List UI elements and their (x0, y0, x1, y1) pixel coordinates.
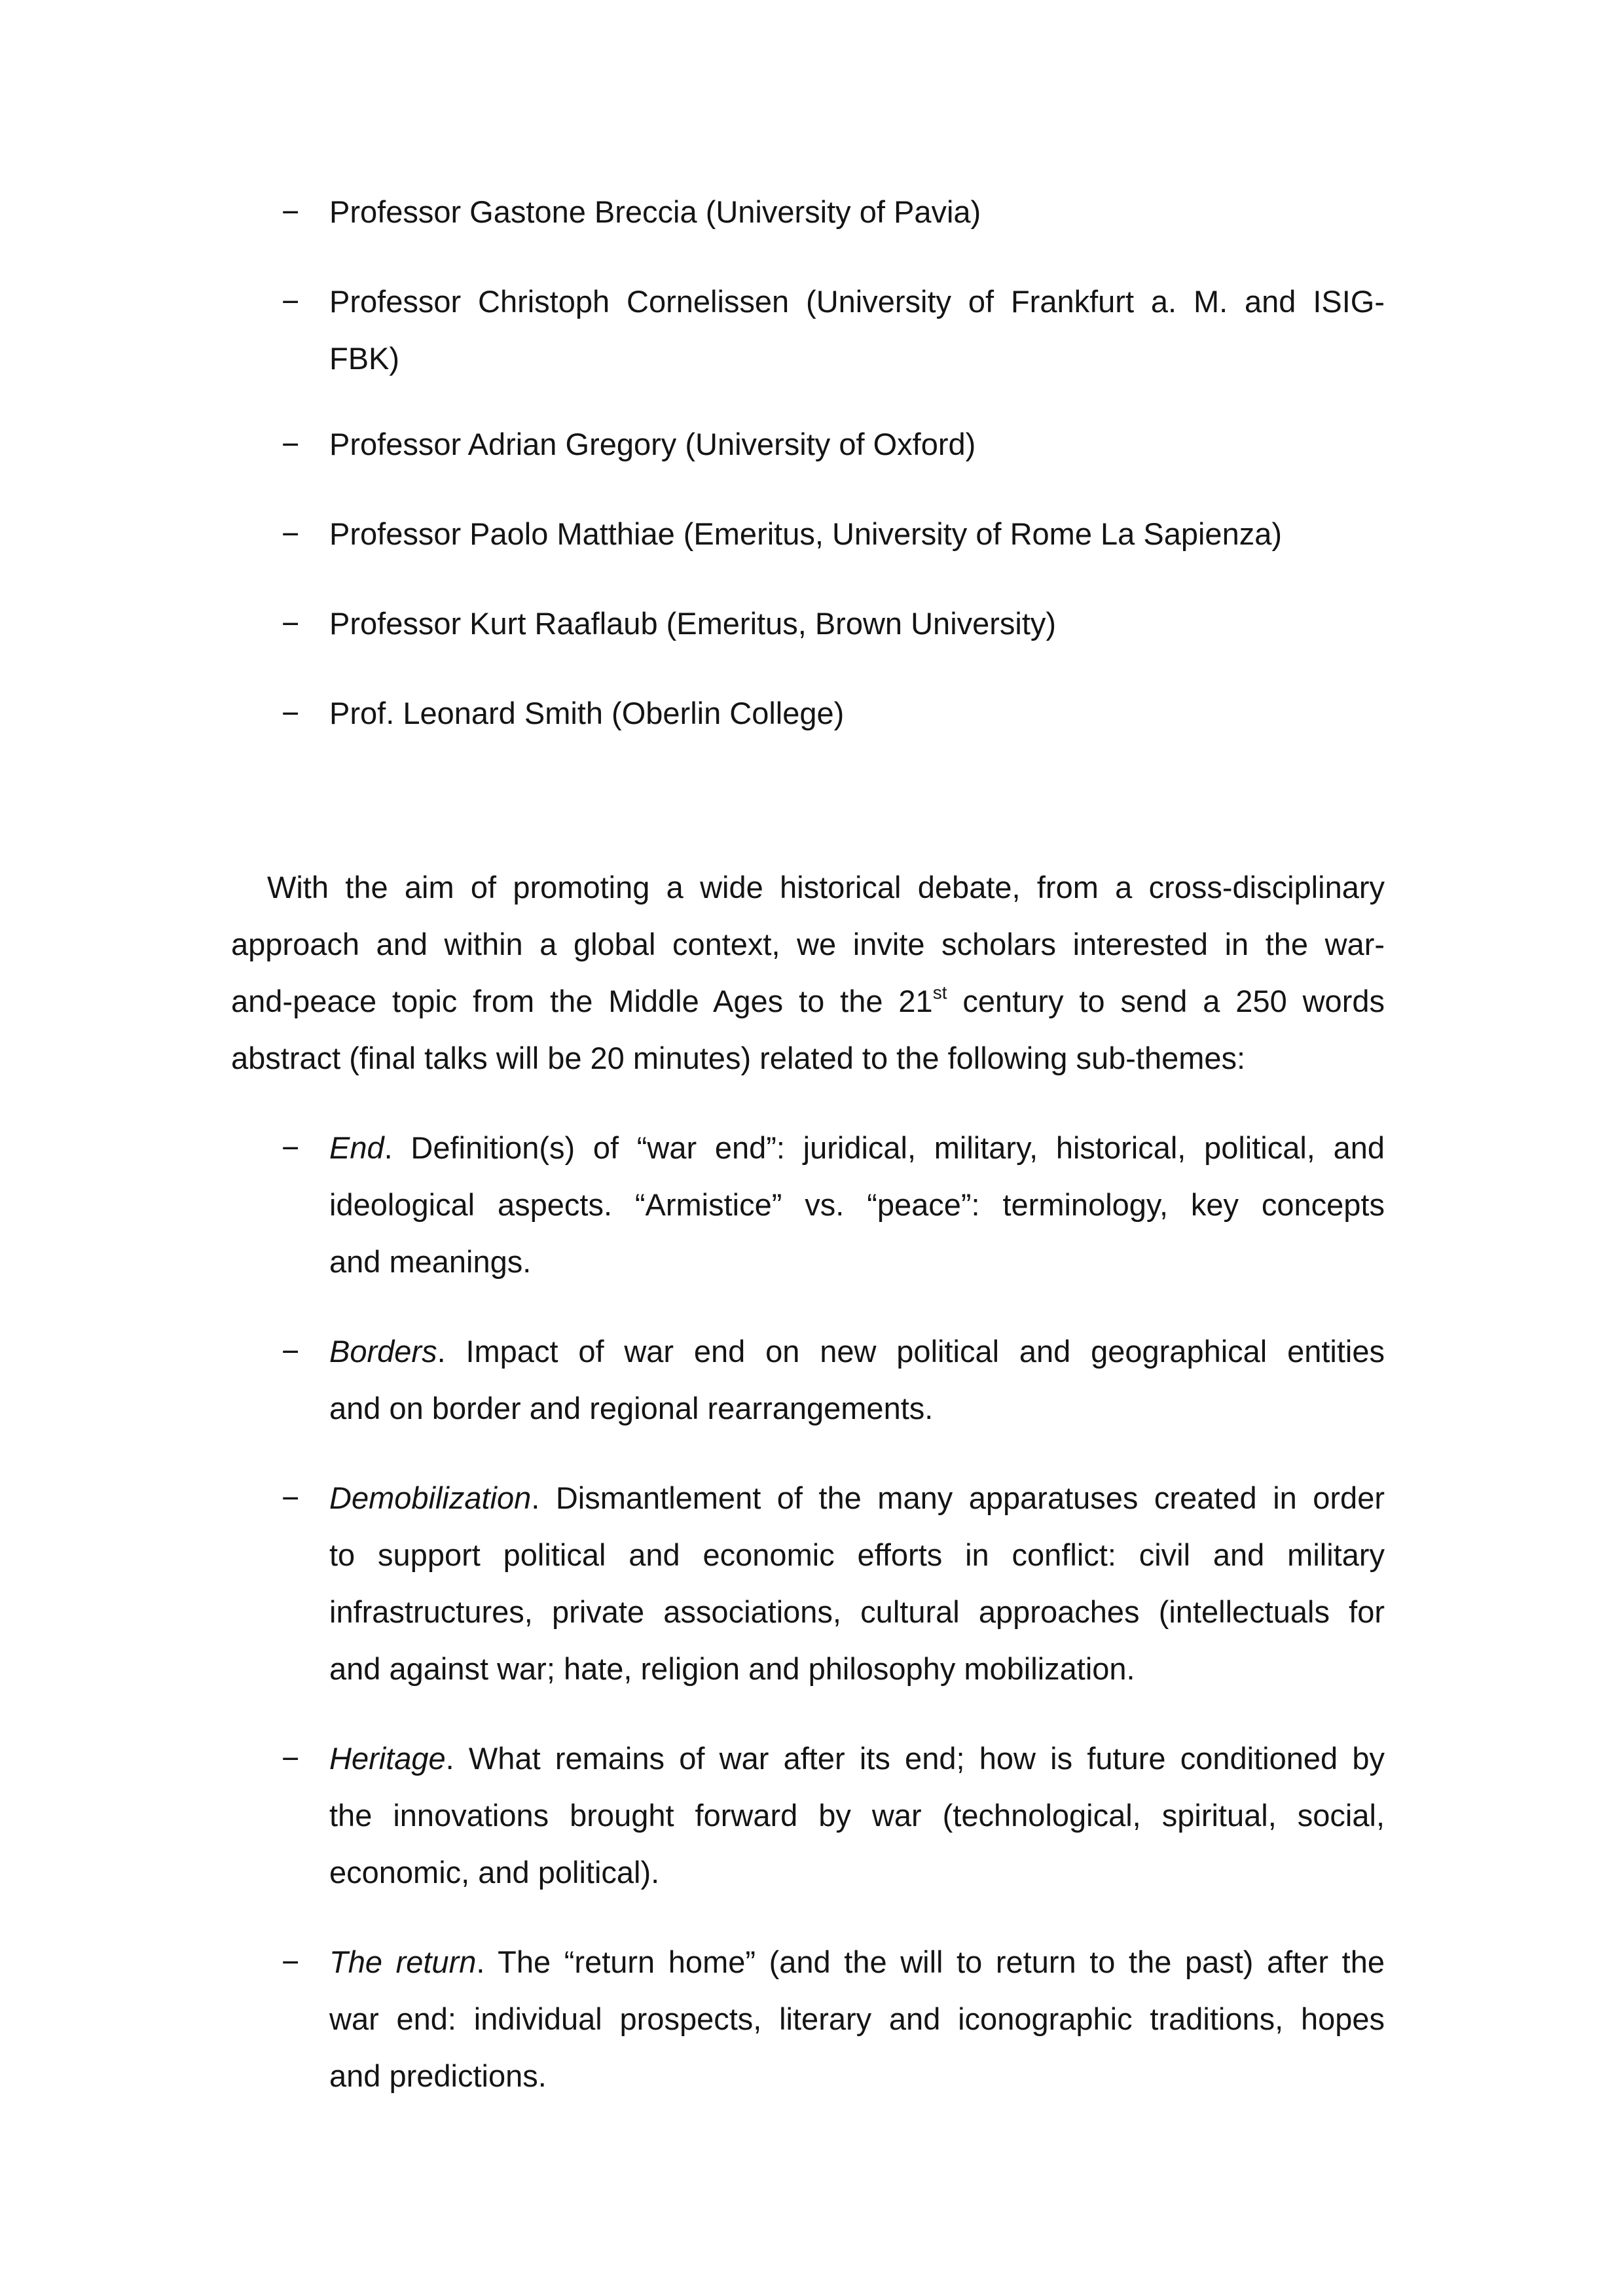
dash-bullet: − (282, 284, 300, 319)
subtheme-line: infrastructures, private associations, cultural approaches (intellectuals for (329, 1594, 1385, 1629)
dash-bullet: − (282, 1480, 300, 1515)
subtheme-line: the innovations brought forward by war (technological, spiritual, social, (329, 1798, 1385, 1833)
intro-line: With the aim of promoting a wide historical debate, from a cross-disciplinary (267, 870, 1385, 905)
speaker-name: Professor Christoph Cornelissen (University of Frankfurt a. M. and ISIG- (329, 284, 1385, 319)
intro-line: and-peace topic from the Middle Ages to the 21st century to send a 250 words (231, 982, 1385, 1018)
subtheme-line: war end: individual prospects, literary and iconographic traditions, hopes (329, 2001, 1385, 2036)
subtheme-title: Demobilization (329, 1480, 532, 1515)
speaker-name: Professor Gastone Breccia (University of Pavia) (329, 194, 981, 229)
subtheme-line: Borders. Impact of war end on new political and geographical entities (329, 1334, 1385, 1369)
subtheme-title: The return (329, 1945, 477, 1979)
dash-bullet: − (282, 1945, 300, 1979)
dash-bullet: − (282, 427, 300, 461)
intro-line: abstract (final talks will be 20 minutes) related to the following sub-themes: (231, 1041, 1246, 1075)
subtheme-line: Demobilization. Dismantlement of the many apparatuses created in order (329, 1480, 1385, 1515)
speaker-name: Prof. Leonard Smith (Oberlin College) (329, 696, 845, 730)
subtheme-line: and against war; hate, religion and philosophy mobilization. (329, 1651, 1135, 1686)
subtheme-line: Heritage. What remains of war after its end; how is future conditioned by (329, 1741, 1385, 1776)
speaker-name: Professor Adrian Gregory (University of Oxford) (329, 427, 976, 461)
dash-bullet: − (282, 1130, 300, 1165)
subtheme-title: Heritage (329, 1741, 446, 1776)
subtheme-line: ideological aspects. “Armistice” vs. “peace”: terminology, key concepts (329, 1187, 1385, 1222)
speaker-name: Professor Paolo Matthiae (Emeritus, University of Rome La Sapienza) (329, 516, 1283, 551)
subtheme-line: and predictions. (329, 2058, 547, 2093)
dash-bullet: − (282, 1741, 300, 1776)
intro-line: approach and within a global context, we invite scholars interested in the war- (231, 927, 1385, 961)
speaker-name: Professor Kurt Raaflaub (Emeritus, Brown University) (329, 606, 1057, 641)
dash-bullet: − (282, 1334, 300, 1369)
dash-bullet: − (282, 696, 300, 730)
subtheme-line: and meanings. (329, 1244, 532, 1279)
subtheme-line: and on border and regional rearrangements. (329, 1391, 934, 1426)
subtheme-title: Borders (329, 1334, 437, 1369)
dash-bullet: − (282, 516, 300, 551)
dash-bullet: − (282, 194, 300, 229)
subtheme-line: The return. The “return home” (and the will to return to the past) after the (329, 1945, 1385, 1979)
subtheme-line: to support political and economic efforts in conflict: civil and military (329, 1537, 1385, 1572)
speaker-name-continued: FBK) (329, 341, 400, 376)
subtheme-title: End (329, 1130, 384, 1165)
dash-bullet: − (282, 606, 300, 641)
subtheme-line: economic, and political). (329, 1855, 660, 1890)
subtheme-line: End. Definition(s) of “war end”: juridical, military, historical, political, and (329, 1130, 1385, 1165)
